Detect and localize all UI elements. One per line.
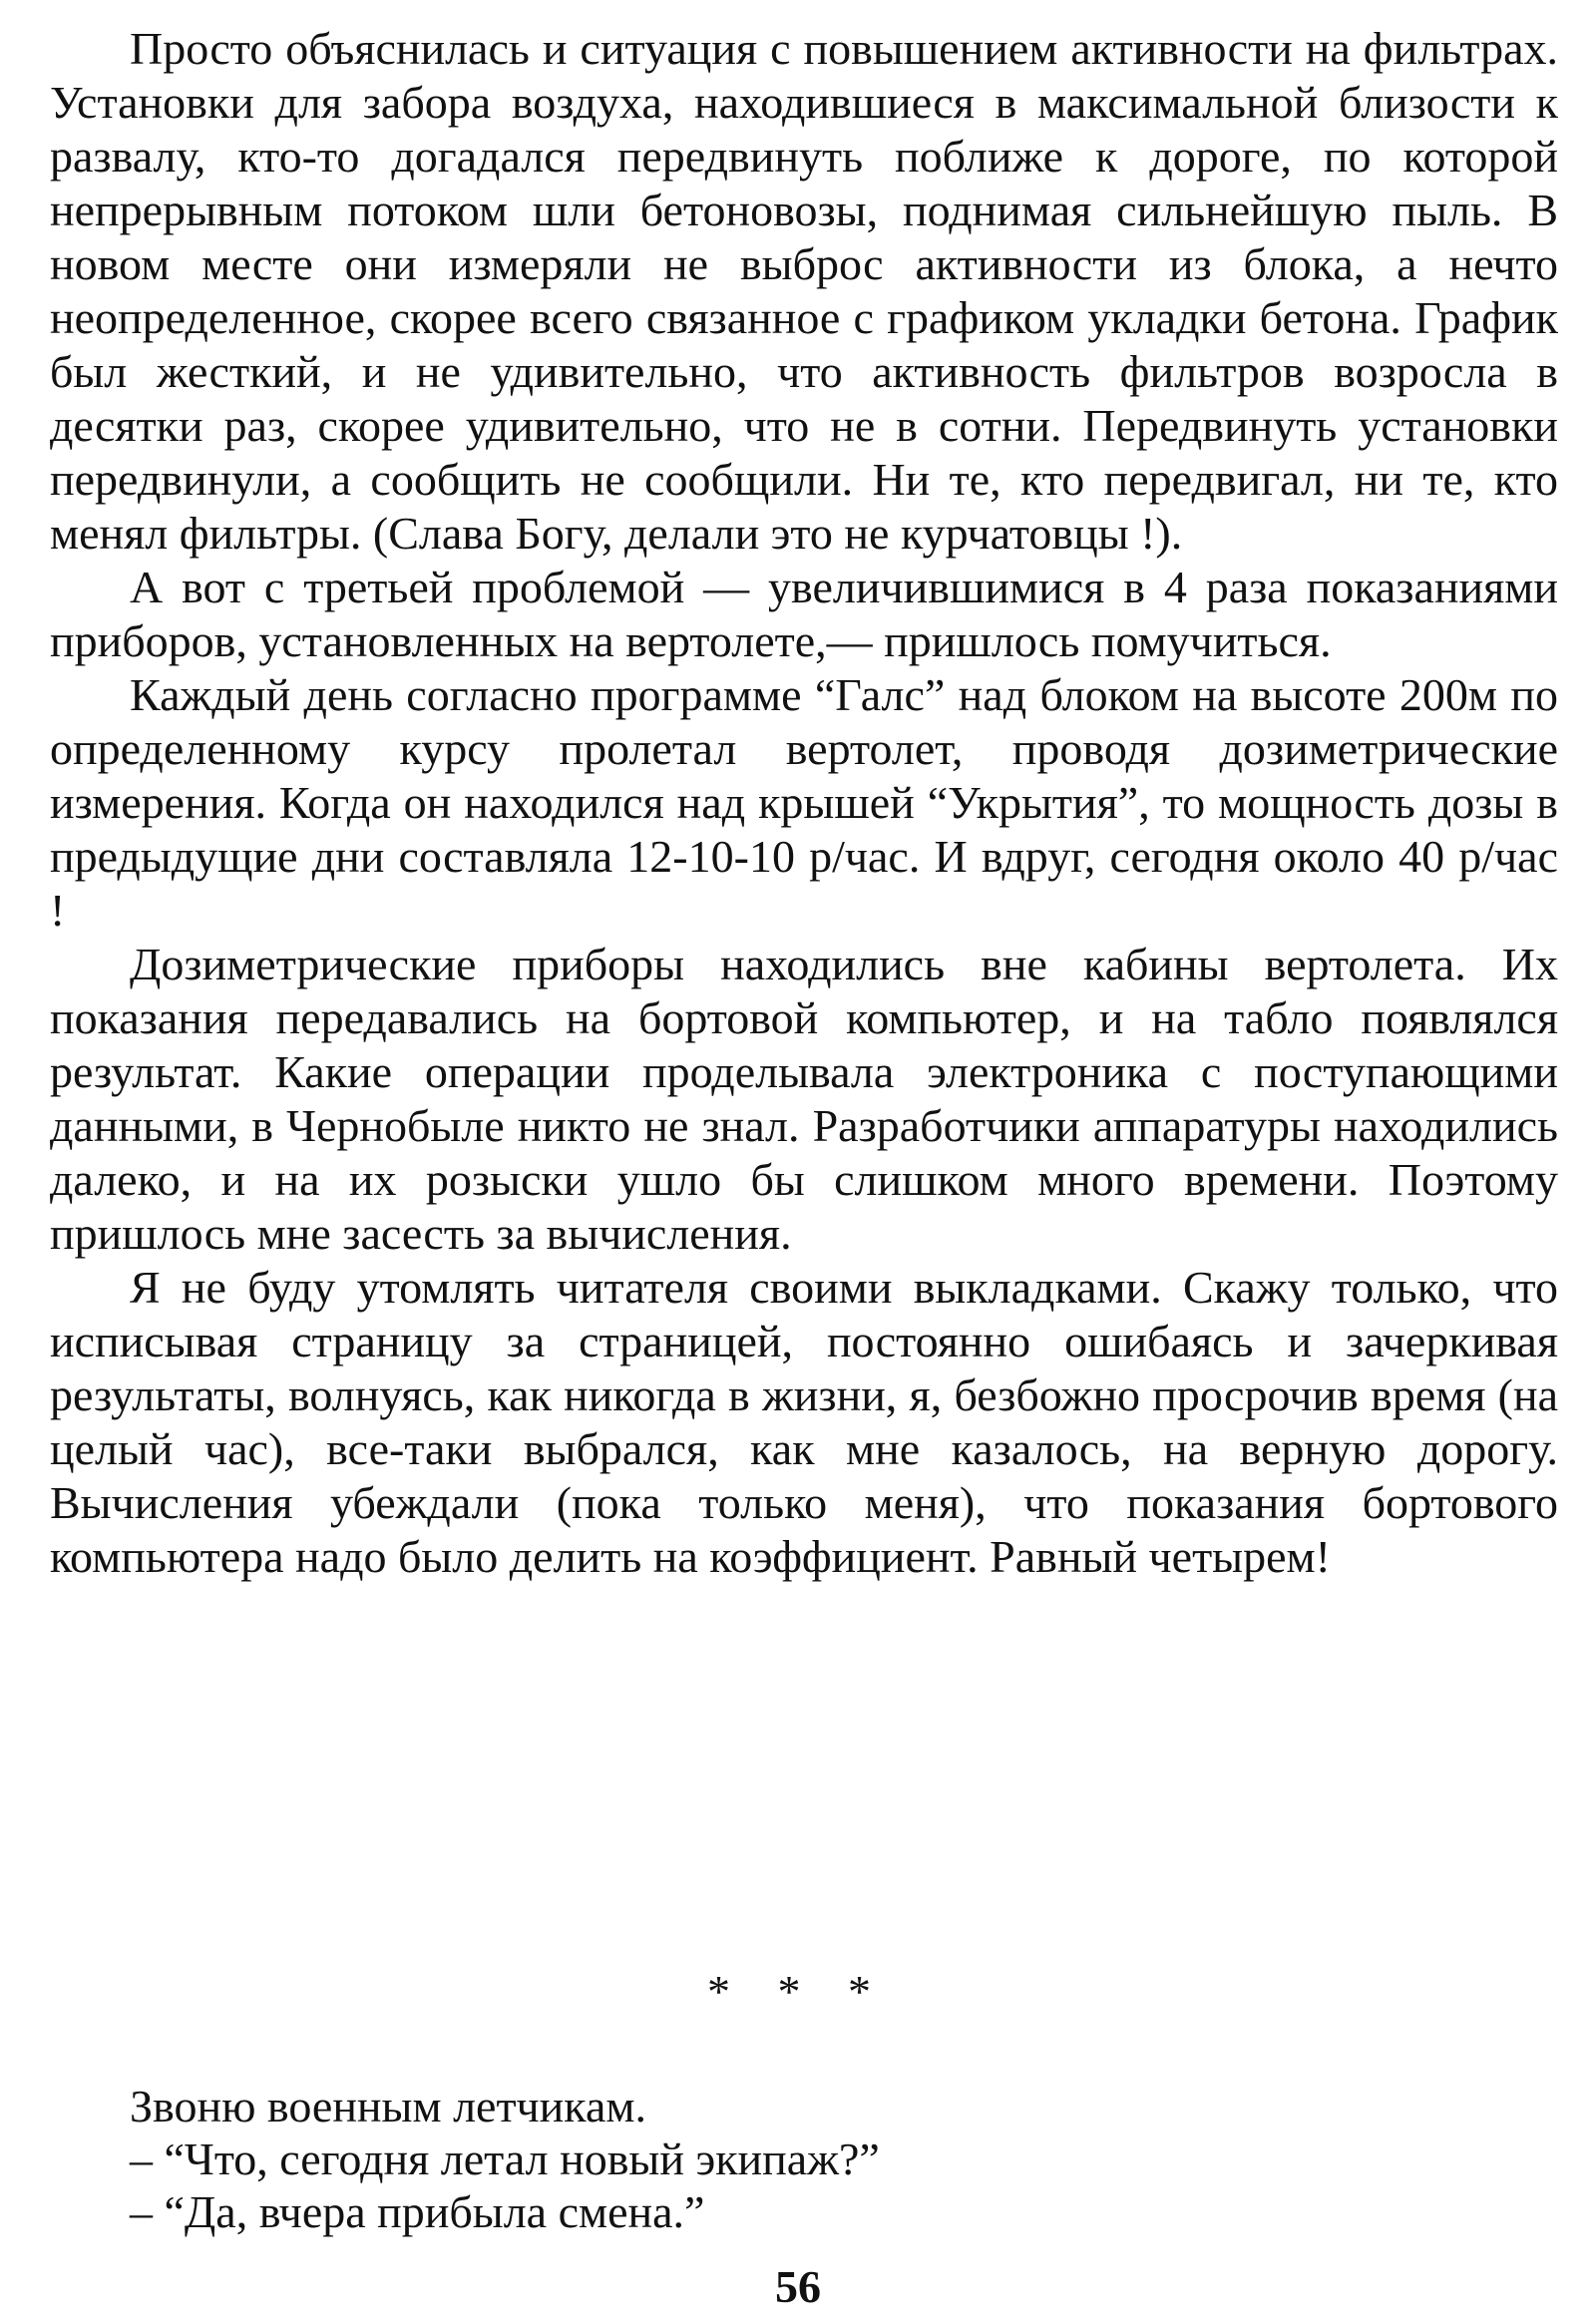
paragraph: А вот с третьей проблемой — увеличившимися в 4 раза показаниями приборов, установленных на вертолете,— пришлось помучиться. bbox=[50, 562, 1558, 666]
paragraph: Каждый день согласно программе “Галс” над блоком на высоте 200м по определенному курсу пролетал вертолет, проводя дозиметрические измерения. Когда он находился над крышей “Укрытия”, то мощность дозы в предыдущие дни составляла 12-10-10 р/час. И вдруг, сегодня около 40 р/час ! bbox=[50, 669, 1558, 936]
paragraph: Просто объяснилась и ситуация с повышением активности на фильтрах. Установки для забора воздуха, находившиеся в максимальной близости к развалу, кто-то догадался передвинуть поближе к дороге, по которой непрерывным потоком шли бетоновозы, поднимая сильнейшую пыль. В новом месте они измеряли не выброс активности из блока, а нечто неопределенное, скорее всего связанное с графиком укладки бетона. График был жесткий, и не удивительно, что активность фильтров возросла в десятки раз, скорее удивительно, что не в сотни. Передвинуть установки передвинули, а сообщить не сообщили. Ни те, кто передвигал, ни те, кто менял фильтры. (Слава Богу, делали это не курчатовцы !). bbox=[50, 23, 1558, 559]
dialogue-line: – “Что, сегодня летал новый экипаж?” bbox=[130, 2133, 880, 2184]
dialogue-block bbox=[130, 2080, 1526, 2238]
section-separator: * * * bbox=[707, 1966, 889, 2017]
paragraph: Дозиметрические приборы находились вне кабины вертолета. Их показания передавались на бортовой компьютер, и на табло появлялся результат. Какие операции проделывала электроника с поступающими данными, в Чернобыле никто не знал. Разработчики аппаратуры находились далеко, и на их розыски ушло бы слишком много времени. Поэтому пришлось мне засесть за вычисления. bbox=[50, 939, 1558, 1259]
dialogue-line: – “Да, вчера прибыла смена.” bbox=[130, 2186, 705, 2237]
paragraph: Я не буду утомлять читателя своими выкладками. Скажу только, что исписывая страницу за страницей, постоянно ошибаясь и зачеркивая результаты, волнуясь, как никогда в жизни, я, безбожно просрочив время (на целый час), все-таки выбрался, как мне казалось, на верную дорогу. Вычисления убеждали (пока только меня), что показания бортового компьютера надо было делить на коэффициент. Равный четырем! bbox=[50, 1262, 1558, 1582]
dialogue-line: Звоню военным летчикам. bbox=[130, 2081, 646, 2131]
body-text bbox=[50, 22, 1558, 1584]
page-number: 56 bbox=[775, 2261, 821, 2312]
